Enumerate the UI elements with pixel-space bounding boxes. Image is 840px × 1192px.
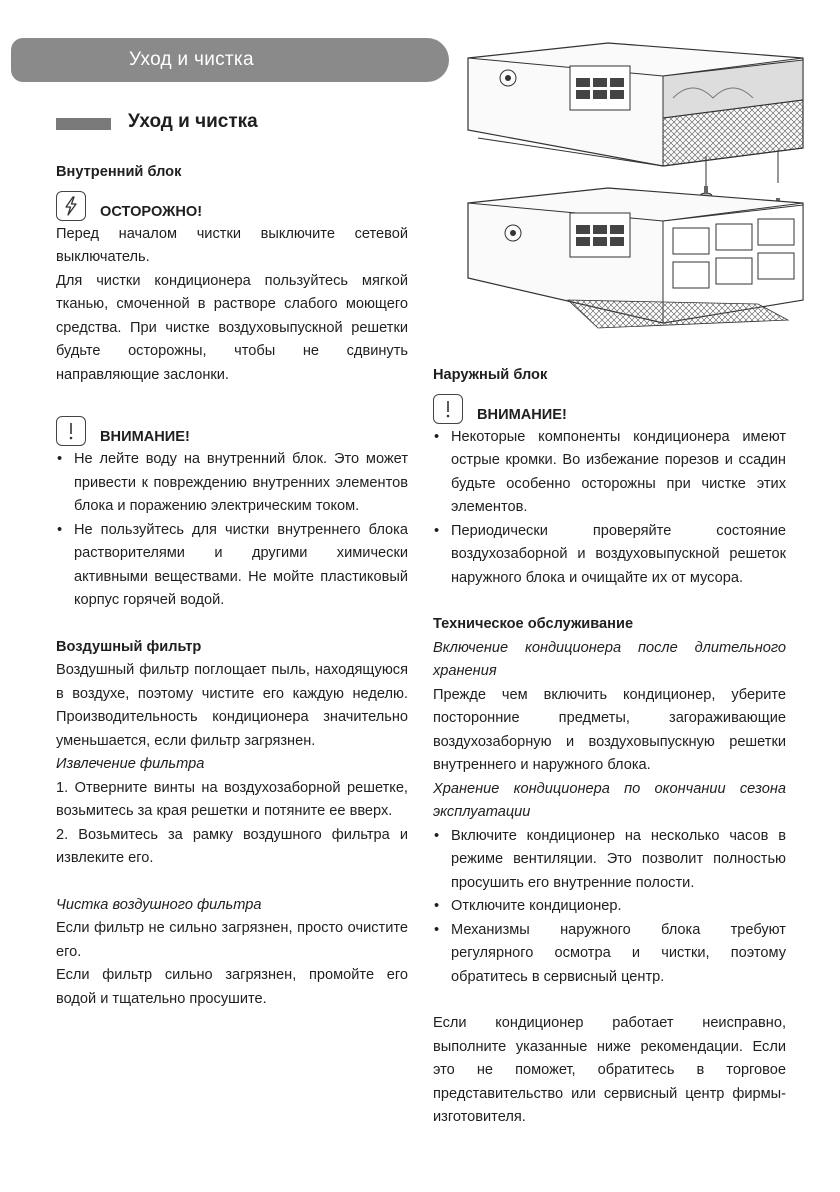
outdoor-attention-block [433, 394, 786, 424]
extract-step-1: 1. Отверните винты на воздухозаборной решетке, возьмитесь за края решетки и потяните ее вверх. [56, 779, 408, 819]
right-column [433, 364, 786, 1130]
final-paragraph: Если кондиционер работает неисправно, выполните указанные ниже рекомендации. Если это не поможет, обратитесь в торговое представительство или сервисный центр фирмы-изготовителя. [433, 1015, 786, 1125]
outdoor-attention-list [433, 426, 786, 591]
caution-paragraph-2: Для чистки кондиционера пользуйтесь мягкой тканью, смоченной в растворе слабого моющего средства. При чистке воздуховыпускной решетки будьте осторожны, чтобы не сдвинуть направляющие заслонки. [56, 272, 408, 383]
maintenance-heading: Техническое обслуживание [433, 616, 634, 632]
maintenance-subtitle-1: Включение кондиционера после длительного хранения [433, 639, 786, 679]
filter-paragraph: Воздушный фильтр поглощает пыль, находящуюся в воздухе, поэтому чистите его каждую неделю. Производительность кондиционера значительно уменьшается, если фильтр загрязнен. [56, 662, 408, 749]
list-item: • Не пользуйтесь для чистки внутреннего блока растворителями и другими химически активными веществами. Не мойте пластиковый корпус горячей водой. [56, 519, 408, 613]
extract-step-2: 2. Возьмитесь за рамку воздушного фильтра и извлеките его. [56, 826, 408, 866]
storage-list [433, 825, 786, 990]
caution-paragraph-1: Перед началом чистки выключите сетевой выключатель. [56, 225, 408, 265]
caution-label: ОСТОРОЖНО! [100, 203, 203, 220]
attention-block [56, 416, 408, 446]
electric-shock-icon [56, 191, 86, 221]
maintenance-paragraph-1: Прежде чем включить кондиционер, уберите посторонние предметы, загораживающие воздухозаборную и воздуховыпускную решетки внутреннего и наружного блока. [433, 686, 786, 773]
exclamation-icon [433, 394, 463, 424]
list-item: • Не лейте воду на внутренний блок. Это может привести к повреждению внутренних элементов блока и поражению электрическим током. [56, 448, 408, 519]
list-item: • Отключите кондиционер. [433, 895, 786, 919]
caution-block [56, 191, 408, 221]
indoor-attention-list [56, 448, 408, 613]
list-item: • Некоторые компоненты кондиционера имеют острые кромки. Во избежание порезов и ссадин будьте особенно осторожны при чистке этих элементов. [433, 426, 786, 520]
list-item: • Включите кондиционер на несколько часов в режиме вентиляции. Это позволит полностью просушить его внутренние полости. [433, 825, 786, 896]
indoor-heading: Внутренний блок [56, 164, 182, 180]
section-title: Уход и чистка [128, 111, 258, 132]
attention-label: ВНИМАНИЕ! [100, 429, 190, 445]
screw-icon [700, 156, 712, 199]
list-item: • Периодически проверяйте состояние воздухозаборной и воздуховыпускной решеток наружного блока и очищайте их от мусора. [433, 520, 786, 591]
clean-paragraph-1: Если фильтр не сильно загрязнен, просто очистите его. [56, 920, 408, 960]
clean-title: Чистка воздушного фильтра [56, 896, 262, 913]
indoor-unit-closed-drawing [468, 188, 803, 328]
header-bar [11, 38, 449, 82]
extract-title: Извлечение фильтра [56, 756, 205, 772]
outdoor-heading: Наружный блок [433, 367, 548, 383]
list-item: • Механизмы наружного блока требуют регулярного осмотра и чистки, поэтому обратитесь в сервисный центр. [433, 919, 786, 990]
clean-paragraph-2: Если фильтр сильно загрязнен, промойте его водой и тщательно просушите. [56, 967, 408, 1007]
left-column [56, 161, 408, 1011]
indoor-unit-illustration [458, 38, 808, 338]
filter-heading: Воздушный фильтр [56, 638, 202, 655]
header-title: Уход и чистка [129, 49, 254, 70]
exclamation-icon [56, 416, 86, 446]
outdoor-attention-label: ВНИМАНИЕ! [477, 406, 567, 423]
indoor-unit-open-drawing [468, 43, 803, 166]
section-marker [56, 118, 111, 130]
maintenance-subtitle-2: Хранение кондиционера по окончании сезона эксплуатации [433, 780, 786, 820]
